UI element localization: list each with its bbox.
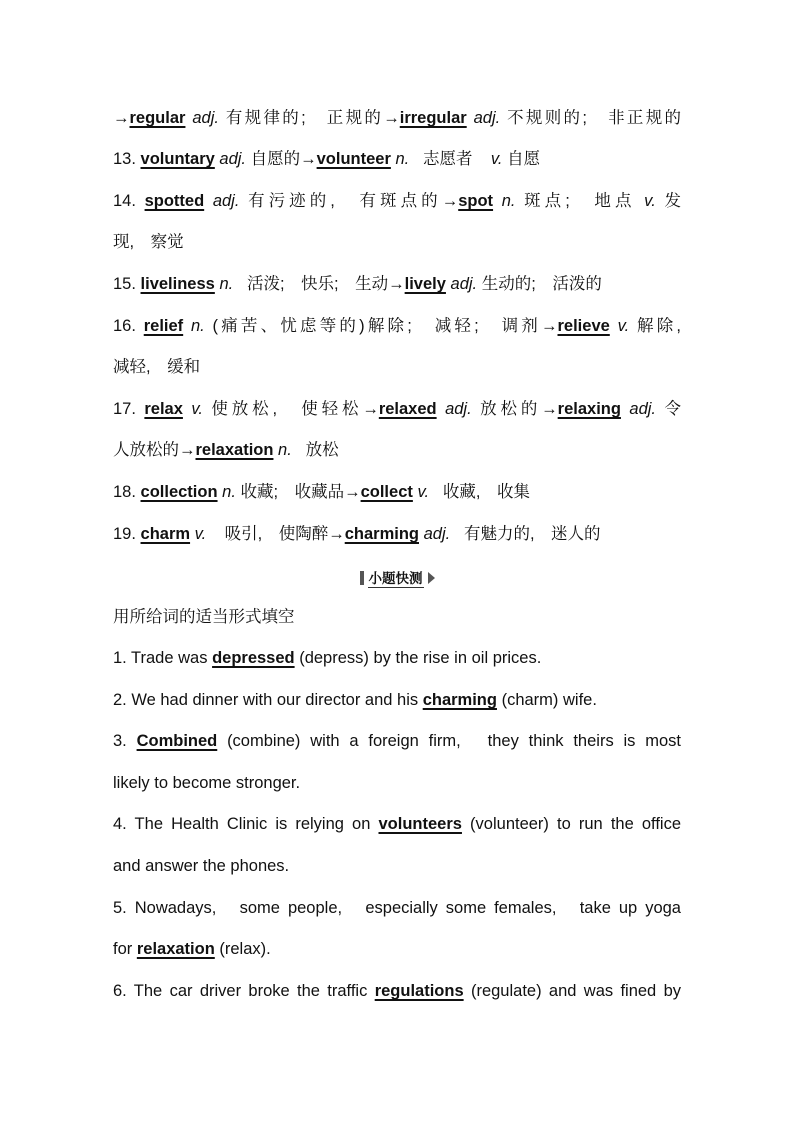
exercise-q4 [113,813,681,835]
pos-label: adj. [445,400,472,418]
vocab-word: collect [360,483,413,501]
vocab-word: relaxing [557,400,621,418]
exercise-q3 [113,730,681,752]
vocab-word: spot [458,192,494,210]
meaning: 人放松的→ [113,441,196,459]
item-number: 19. [113,525,136,543]
pos-label: n. [501,192,516,210]
question-text: (depress) by the rise in oil prices. [294,649,542,667]
answer: relaxation [136,940,215,958]
vocab-word: relax [144,400,183,418]
vocab-word: relief [143,317,184,335]
vocab-word: relieve [557,317,610,335]
vocab-item-17 [113,398,681,420]
meaning: 有污迹的, 有斑点的→ [248,192,459,210]
vocab-item-14 [113,190,681,212]
pos-label: n. [278,441,292,459]
question-text: (charm) wife. [496,691,597,709]
meaning: 减轻, 缓和 [113,358,201,376]
vocab-item-14-cont [113,231,681,253]
exercise-q5-cont [113,938,681,960]
pos-label: adj. [450,275,478,293]
meaning: 令 [664,400,681,418]
question-text: 4. The Health Clinic is relying on [113,815,379,833]
pos-label: adj. [212,192,240,210]
vocab-word: collection [140,483,218,501]
question-text: (relax). [214,940,271,958]
meaning: 有魅力的, 迷人的 [463,525,601,543]
pos-label: adj. [473,109,501,127]
vocab-item-19 [113,523,681,545]
vocab-item-13 [113,148,681,170]
item-number: 14. [113,192,136,210]
meaning: 自愿的→ [250,150,317,168]
exercise-q6 [113,980,681,1002]
exercise-q3-cont: likely to become stronger. [113,774,301,792]
meaning: 现, 察觉 [113,233,184,251]
pos-label: adj. [192,109,219,127]
meaning: 生动的; 活泼的 [481,275,602,293]
question-text: (regulate) and was fined by [463,982,681,1000]
pos-label: v. [644,192,656,210]
meaning: 吸引, 使陶醉→ [224,525,345,543]
exercise-q2 [113,689,681,711]
pos-label: n. [395,150,410,168]
meaning: 收藏; 收藏品→ [240,483,361,501]
answer: depressed [212,649,295,667]
pos-label: v. [617,317,630,335]
vocab-item-16 [113,315,681,337]
question-text: 6. The car driver broke the traffic [113,982,375,1000]
meaning: (痛苦、忧虑等的)解除; 减轻; 调剂→ [212,317,558,335]
vocab-word: relaxation [195,441,274,459]
exercise-q5: 5. Nowadays, some people, especially some females, take up yoga [113,899,681,917]
vocab-word: spotted [144,192,205,210]
meaning: 志愿者 [423,150,473,168]
question-text: for [113,940,137,958]
pos-label: v. [191,400,203,418]
meaning: 解除, [637,317,682,335]
pos-label: n. [219,275,234,293]
pos-label: v. [417,483,430,501]
vocab-item-15 [113,273,681,295]
question-text: 2. We had dinner with our director and his [113,691,423,709]
vocab-item-17-cont [113,439,681,461]
vocab-item-18 [113,481,681,503]
item-number: 17. [113,400,136,418]
meaning: 放松 [305,441,339,459]
meaning: 发 [664,192,681,210]
banner-title: 小题快测 [368,567,424,588]
vocab-word: liveliness [140,275,215,293]
meaning: 斑点; 地点 [524,192,636,210]
meaning: 使放松, 使轻松→ [211,400,379,418]
vocab-word: relaxed [378,400,437,418]
pos-label: v. [490,150,503,168]
question-text: (volunteer) to run the office [461,815,681,833]
answer: Combined [136,732,218,750]
vocab-word: lively [404,275,446,293]
meaning: 放松的→ [480,400,558,418]
vocab-word: regular [129,109,186,127]
item-number: 18. [113,483,136,501]
vocab-word: volunteer [316,150,391,168]
vocab-word: charming [344,525,419,543]
exercise-q1 [113,647,681,669]
banner-bar-icon [360,571,364,585]
pos-label: adj. [219,150,247,168]
answer: charming [422,691,497,709]
pos-label: adj. [423,525,451,543]
vocab-line-regular [113,107,681,129]
banner-arrow-icon [428,572,435,584]
arrow-icon: → [113,109,130,127]
item-number: 15. [113,275,136,293]
answer: volunteers [378,815,462,833]
item-number: 13. [113,150,136,168]
question-text: 1. Trade was [113,649,213,667]
answer: regulations [374,982,464,1000]
item-number: 16. [113,317,136,335]
meaning: 活泼; 快乐; 生动→ [246,275,405,293]
question-text: (combine) with a foreign firm, they think theirs is most [217,732,681,750]
section-banner [0,567,794,590]
vocab-word: irregular [399,109,467,127]
question-text: 3. [113,732,137,750]
meaning: 自愿 [507,150,541,168]
exercise-instruction: 用所给词的适当形式填空 [113,608,295,626]
pos-label: v. [194,525,207,543]
vocab-word: voluntary [140,150,215,168]
meaning: 收藏, 收集 [442,483,530,501]
vocab-item-16-cont [113,356,681,378]
pos-label: adj. [629,400,656,418]
exercise-q4-cont: and answer the phones. [113,857,290,875]
pos-label: n. [222,483,236,501]
meaning: 不规则的; 非正规的 [507,109,682,127]
vocab-word: charm [140,525,191,543]
meaning: 有规律的; 正规的→ [225,109,400,127]
pos-label: n. [190,317,205,335]
